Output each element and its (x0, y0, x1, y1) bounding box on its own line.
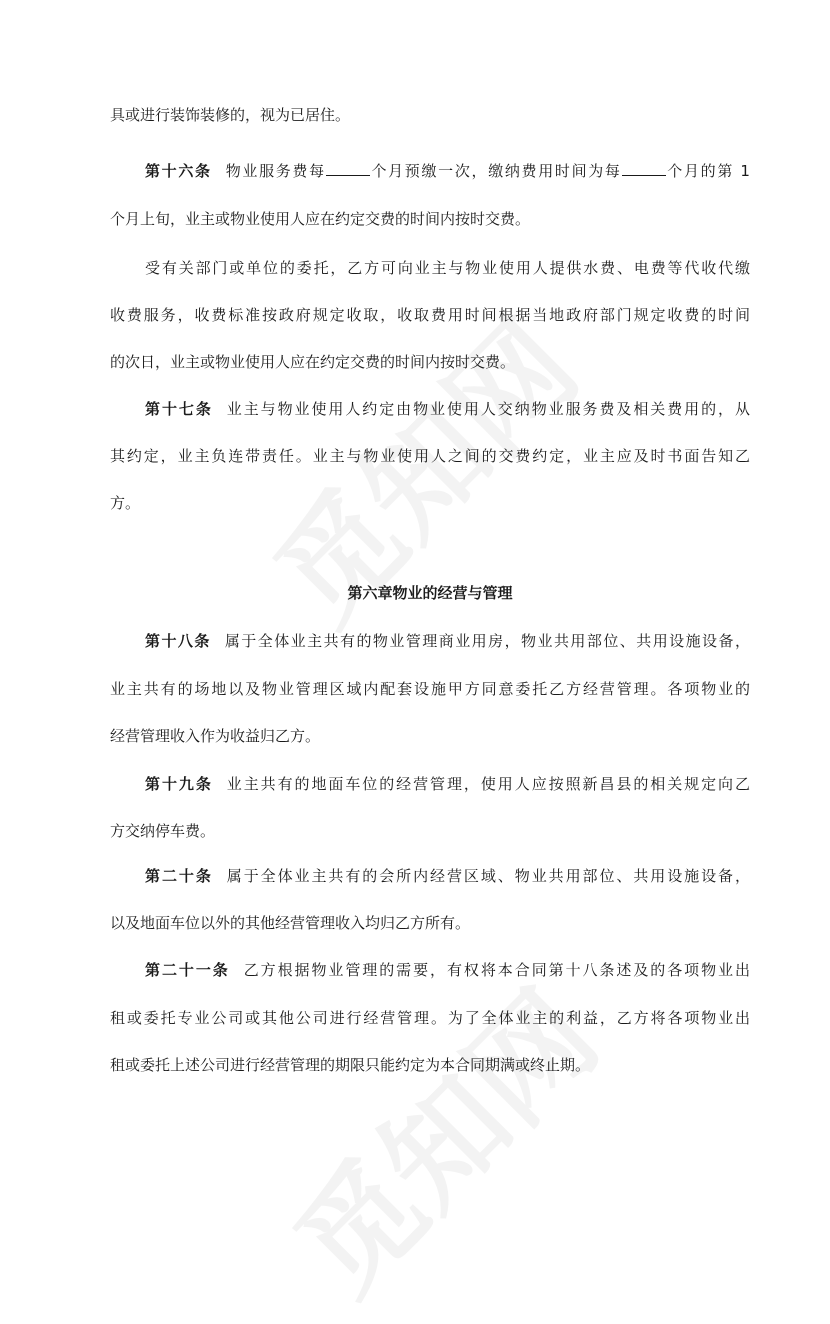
paragraph-line: 个月上旬，业主或物业使用人应在约定交费的时间内按时交费。 (110, 210, 531, 228)
chapter-heading: 第六章物业的经营与管理 (347, 584, 513, 602)
article-20-line-1: 第二十条 属于全体业主共有的会所内经营区域、物业共用部位、共用设施设备， (145, 867, 750, 885)
paragraph-line: 收费服务，收费标准按政府规定收取，收取费用时间根据当地政府部门规定收费的时间 (110, 306, 750, 324)
paragraph-line: 以及地面车位以外的其他经营管理收入均归乙方所有。 (110, 914, 471, 932)
article-label: 第十七条 (145, 400, 213, 418)
paragraph-line: 租或委托专业公司或其他公司进行经营管理。为了全体业主的利益，乙方将各项物业出 (110, 1009, 750, 1027)
paragraph-line: 的次日，业主或物业使用人应在约定交费的时间内按时交费。 (110, 353, 516, 371)
paragraph-line: 业主共有的场地以及物业管理区域内配套设施甲方同意委托乙方经营管理。各项物业的 (110, 680, 750, 698)
paragraph-line: 租或委托上述公司进行经营管理的期限只能约定为本合同期满或终止期。 (110, 1056, 591, 1074)
article-21-line-1: 第二十一条 乙方根据物业管理的需要，有权将本合同第十八条述及的各项物业出 (145, 961, 750, 979)
paragraph-line: 经营管理收入作为收益归乙方。 (110, 727, 321, 745)
article-label: 第十八条 (145, 632, 211, 650)
paragraph-line: 具或进行装饰装修的，视为已居住。 (110, 106, 351, 124)
article-label: 第二十一条 (145, 961, 230, 979)
paragraph-line: 其约定，业主负连带责任。业主与物业使用人之间的交费约定，业主应及时书面告知乙 (110, 447, 750, 465)
blank-field (326, 161, 370, 176)
article-label: 第十九条 (145, 775, 213, 793)
article-16-line-1: 第十六条 物业服务费每 个月预缴一次，缴纳费用时间为每 个月的第 1 (145, 162, 750, 180)
watermark (252, 948, 628, 1324)
article-label: 第十六条 (145, 162, 212, 180)
paragraph-line: 受有关部门或单位的委托，乙方可向业主与物业使用人提供水费、电费等代收代缴 (145, 259, 750, 277)
article-18-line-1: 第十八条 属于全体业主共有的物业管理商业用房，物业共用部位、共用设施设备， (145, 632, 750, 650)
article-19-line-1: 第十九条 业主共有的地面车位的经营管理，使用人应按照新昌县的相关规定向乙 (145, 775, 750, 793)
article-17-line-1: 第十七条 业主与物业使用人约定由物业使用人交纳物业服务费及相关费用的，从 (145, 400, 750, 418)
blank-field (622, 161, 666, 176)
article-label: 第二十条 (145, 867, 213, 885)
paragraph-line: 方交纳停车费。 (110, 822, 216, 840)
paragraph-line: 方。 (110, 494, 141, 512)
